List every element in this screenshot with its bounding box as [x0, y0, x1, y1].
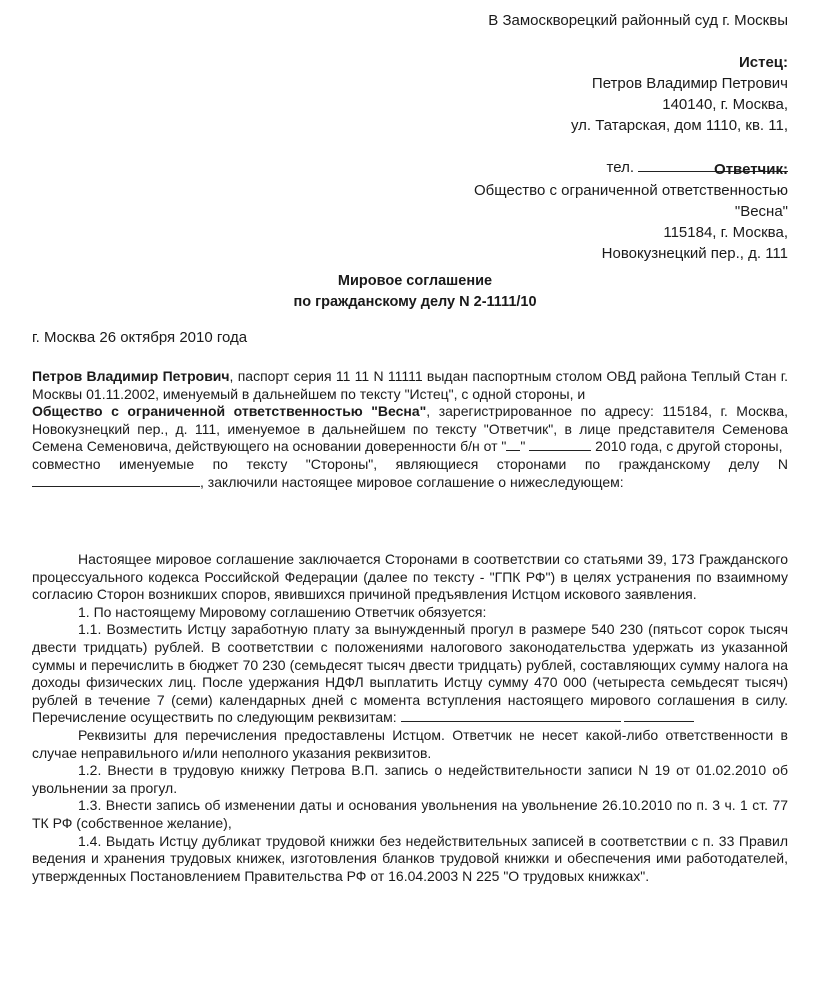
party-2-name: Общество с ограниченной ответственностью "Весна" — [32, 403, 427, 420]
court-block — [488, 10, 788, 31]
item-1: 1. По настоящему Мировому соглашению Ответчик обязуется: — [78, 603, 487, 620]
title-line-1: Мировое соглашение — [337, 273, 493, 289]
item-1-1-text: 1.1. Возместить Истцу заработную плату за вынужденный прогул в размере 540 230 (пятьсот сорок тысяч двести тридцать) рублей. В соответствии с положениями налогового законодательства удержать из указанной суммы и перечислить в бюджет 70 230 (семьдесят тысяч двести тридцать) рублей, составляющих сумму налога на доходы физических лиц. После удержания НДФЛ выплатить Истцу сумму 470 000 (четыреста семьдесят тысяч) рублей в течение 7 (семи) календарных дней с момента вступления настоящего мирового соглашения в силу. Перечисление осуществить по следующим реквизитам: — [32, 621, 788, 726]
item-1-4: 1.4. Выдать Истцу дубликат трудовой книжки без недействительных записей в соответствии с п. 33 Правил ведения и хранения трудовых книжек, изготовления бланков трудовой книжки и обеспечения ими работодателей, утвержденных Постановлением Правительства РФ от 16.04.2003 N 225 "О трудовых книжках". — [32, 832, 788, 884]
item-1-2: 1.2. Внести в трудовую книжку Петрова В.П. запись о недействительности записи N 19 от 01.02.2010 об увольнении за прогул. — [32, 762, 788, 796]
plaintiff-address-2: ул. Татарская, дом 1110, кв. 11, — [571, 117, 788, 134]
parties-joint — [32, 456, 788, 491]
requisites-paragraph: Реквизиты для перечисления предоставлены Истцом. Ответчик не несет какой-либо ответственности в случае неправильного и/или неполного указания реквизитов. — [32, 726, 788, 761]
defendant-block — [474, 159, 788, 264]
plaintiff-address-1: 140140, г. Москва, — [662, 96, 788, 113]
defendant-line-3: 115184, г. Москва, — [663, 224, 788, 241]
defendant-line-1: Общество с ограниченной ответственностью — [474, 182, 788, 199]
place-date: г. Москва 26 октября 2010 года — [32, 329, 248, 346]
document-title — [0, 271, 830, 313]
parties-joint-end: , заключили настоящее мировое соглашение о нижеследующем: — [200, 473, 624, 490]
party-2-text: , зарегистрированное по адресу: 115184, г. Москва, Новокузнецкий пер., д. 111, именуемое в дальнейшем по тексту "Ответчик", в лице представителя Семенова Семена Семеновича, действующего на основании доверенности б/н от — [32, 403, 788, 455]
requisites-blank-line — [401, 709, 621, 722]
month-blank-line — [529, 438, 591, 451]
plaintiff-label: Истец: — [738, 54, 788, 71]
parties-section — [32, 368, 788, 491]
party-2 — [32, 403, 788, 456]
defendant-line-2: "Весна" — [734, 203, 788, 220]
party-1-name: Петров Владимир Петрович — [32, 368, 230, 384]
defendant-line-4: Новокузнецкий пер., д. 111 — [601, 245, 788, 262]
court-name: В Замоскворецкий районный суд г. Москвы — [488, 12, 788, 29]
day-blank-line — [506, 438, 520, 451]
case-number-blank-line — [32, 474, 200, 487]
agreement-body — [32, 551, 788, 885]
intro-paragraph: Настоящее мировое соглашение заключается Сторонами в соответствии со статьями 39, 173 Гражданского процессуального кодекса Российской Федерации (далее по тексту - "ГПК РФ") в целях устранения по взаимному согласию Сторон возникших споров, явившихся причиной предъявления Истцом искового заявления. — [32, 551, 788, 603]
defendant-label: Ответчик: — [714, 161, 788, 178]
item-1-1 — [32, 621, 788, 727]
date-quote-close: " — [520, 438, 526, 455]
date-quote-open: " — [501, 438, 507, 455]
requisites-blank-line-2 — [624, 709, 694, 722]
title-line-2: по гражданскому делу N 2-1111/10 — [293, 294, 537, 310]
party-1 — [32, 368, 788, 403]
party-2-year: 2010 года, с другой стороны, — [595, 438, 783, 455]
parties-joint-text: совместно именуемые по тексту "Стороны", являющиеся сторонами по гражданскому делу N — [32, 455, 788, 472]
plaintiff-name: Петров Владимир Петрович — [591, 75, 788, 92]
party-1-text: , паспорт серия 11 11 N 11111 выдан паспортным столом ОВД района Теплый Стан г. Москвы 01.11.2002, именуемый в дальнейшем по тексту "Истец", с одной стороны, и — [32, 368, 788, 402]
item-1-3: 1.3. Внести запись об изменении даты и основания увольнения на увольнение 26.10.2010 по п. 3 ч. 1 ст. 77 ТК РФ (собственное желание), — [32, 797, 788, 831]
plaintiff-phone-label: тел. — [606, 159, 634, 176]
